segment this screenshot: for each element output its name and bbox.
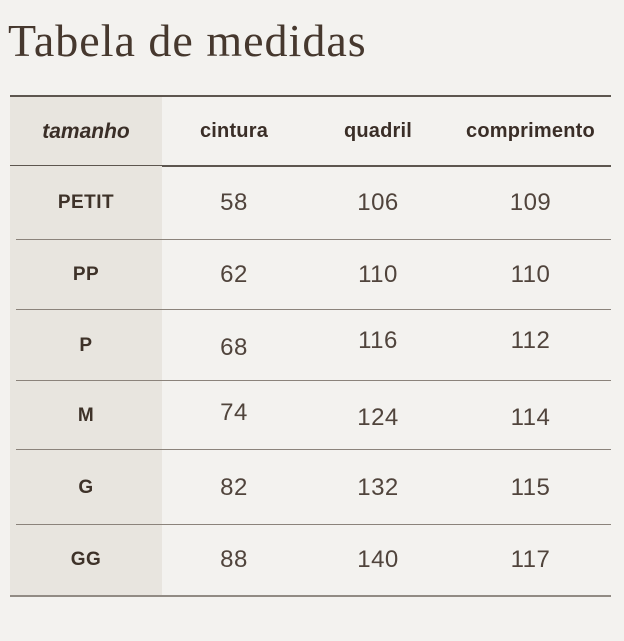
comprimento-cell: 115 xyxy=(510,473,551,501)
cintura-cell: 82 xyxy=(220,473,248,501)
table-row-g xyxy=(10,450,611,525)
table-row-pp xyxy=(10,240,611,310)
table-row-petit xyxy=(10,166,611,240)
cintura-cell: 68 xyxy=(220,333,248,361)
quadril-cell: 140 xyxy=(357,546,399,573)
quadril-cell: 106 xyxy=(357,189,399,216)
table-row-p xyxy=(10,310,611,381)
comprimento-cell: 110 xyxy=(510,261,551,288)
comprimento-cell: 109 xyxy=(509,189,552,216)
cintura-cell: 88 xyxy=(220,546,248,573)
column-header-cintura: cintura xyxy=(199,120,269,142)
page-title: Tabela de medidas xyxy=(8,15,367,66)
comprimento-cell: 112 xyxy=(510,326,551,354)
table-row-gg xyxy=(10,525,611,595)
cintura-cell: 62 xyxy=(220,261,248,288)
table-header-row xyxy=(10,97,611,166)
size-cell: PETIT xyxy=(10,166,162,240)
comprimento-cell: 114 xyxy=(510,403,551,431)
quadril-cell: 110 xyxy=(358,261,398,288)
size-cell: G xyxy=(10,450,162,525)
quadril-cell: 116 xyxy=(358,326,398,354)
quadril-cell: 132 xyxy=(357,473,399,501)
quadril-cell: 124 xyxy=(357,403,399,431)
column-header-quadril: quadril xyxy=(343,120,413,142)
size-chart-table xyxy=(10,95,611,597)
cintura-cell: 74 xyxy=(220,398,248,426)
size-cell: M xyxy=(10,381,162,450)
size-cell: P xyxy=(10,310,162,381)
column-header-comprimento: comprimento xyxy=(466,120,595,142)
cintura-cell: 58 xyxy=(220,189,248,216)
table-row-m xyxy=(10,381,611,450)
size-cell: PP xyxy=(10,240,162,310)
comprimento-cell: 117 xyxy=(510,546,551,573)
column-header-tamanho: tamanho xyxy=(10,97,162,166)
size-cell: GG xyxy=(10,525,162,595)
